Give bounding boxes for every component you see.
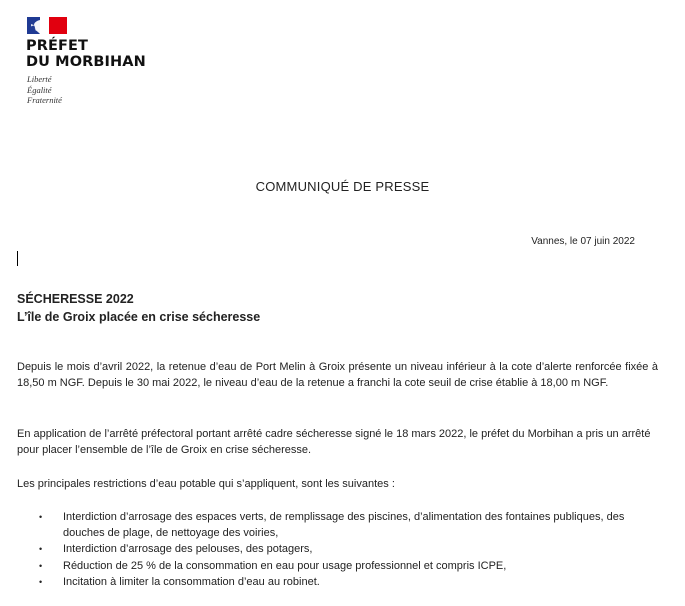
marianne-flag-logo xyxy=(27,17,67,34)
press-release-subtitle: L’île de Groix placée en crise sécheresse xyxy=(17,310,261,324)
prefecture-name xyxy=(26,38,146,70)
press-release-title-block xyxy=(17,290,260,326)
restriction-text: Incitation à limiter la consommation d’eau au robinet. xyxy=(63,575,320,588)
prefecture-name-line2: DU MORBIHAN xyxy=(26,54,146,70)
bullet-icon: • xyxy=(39,512,43,522)
prefecture-name-line1: PRÉFET xyxy=(26,38,88,54)
bullet-icon: • xyxy=(39,544,43,555)
motto-egalite: Égalité xyxy=(27,84,52,95)
flag-red-band xyxy=(49,17,67,34)
document-date: Vannes, le 07 juin 2022 xyxy=(531,236,635,247)
list-item xyxy=(36,558,664,574)
text-cursor xyxy=(17,251,18,266)
restrictions-list xyxy=(36,509,664,590)
paragraph-prefectoral-decree: En application de l’arrêté préfectoral portant arrêté cadre sécheresse signé le 18 mars 2022, le préfet du Morbihan a pris un arrêté pour placer l’ensemble de l’île de Groix en crise sécheresse. xyxy=(17,428,651,456)
paragraph-restrictions-intro: Les principales restrictions d’eau potable qui s’appliquent, sont les suivantes : xyxy=(17,478,395,490)
paragraph-water-level: Depuis le mois d’avril 2022, la retenue d’eau de Port Melin à Groix présente un niveau inférieur à la cote d’alerte renforcée fixée à 18,50 m NGF. Depuis le 30 mai 2022, le niveau d’eau de la retenue a franchi la cote seuil de crise établie à 18,00 m NGF. xyxy=(17,361,658,389)
list-item xyxy=(36,574,664,590)
list-item xyxy=(36,541,664,557)
restriction-text: Interdiction d’arrosage des pelouses, des potagers, xyxy=(63,543,313,556)
document-type-heading: COMMUNIQUÉ DE PRESSE xyxy=(255,179,430,194)
marianne-profile-icon xyxy=(27,17,40,34)
motto-fraternite: Fraternité xyxy=(27,95,62,105)
flag-white-band xyxy=(40,17,49,34)
flag-blue-band xyxy=(27,17,40,34)
bullet-icon: • xyxy=(39,560,43,571)
restriction-text: Interdiction d’arrosage des espaces verts, de remplissage des piscines, d’alimentation des fontaines publiques, des douches de plage, de nettoyage des voiries, xyxy=(63,511,625,540)
restriction-text: Réduction de 25 % de la consommation en eau pour usage professionnel et compris ICPE, xyxy=(63,559,507,572)
republic-motto xyxy=(27,74,62,106)
motto-liberte: Liberté xyxy=(27,74,52,84)
press-release-title: SÉCHERESSE 2022 xyxy=(17,292,134,306)
bullet-icon: • xyxy=(39,576,43,587)
list-item xyxy=(36,509,664,541)
